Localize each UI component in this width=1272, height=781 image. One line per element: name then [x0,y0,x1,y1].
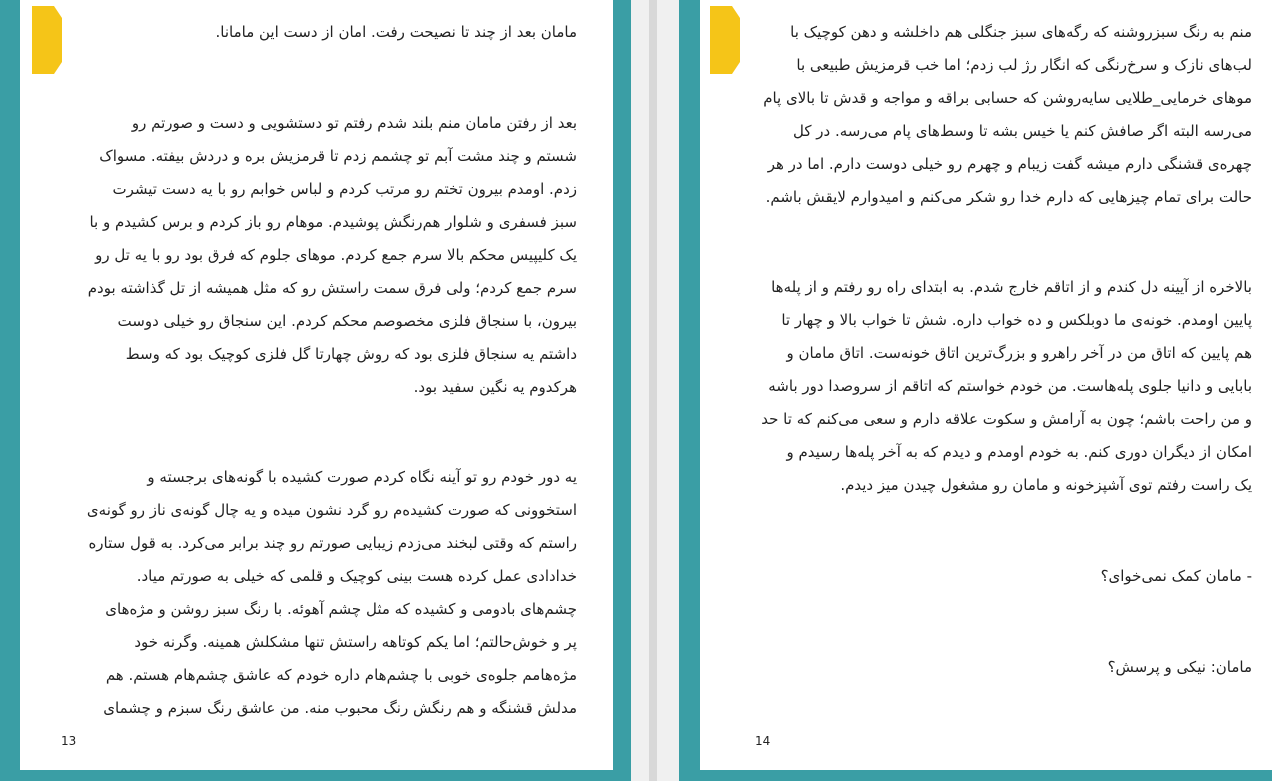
page-14-frame [679,0,1272,781]
page-13-paper [20,0,613,770]
bookmark-icon [710,6,740,74]
page-13-paragraph-3: یه دور خودم رو تو آینه نگاه کردم صورت کشیده با گونه‌های برجسته و استخوونی که صورت کشیده‌م رو گرد نشون میده و یه چال گونه‌ی ناز رو گونه‌ی راستم که وقتی لبخند می‌زدم زیبایی صورتم رو چند برابر می‌کرد. به قول ستاره خدادادی عمل کرده هست بینی کوچیک و قلمی که خیلی به صورتم میاد. چشم‌های بادومی و کشیده که مثل چشم آهوئه. با رنگ سبز روشن و مژه‌های پر و خوش‌حالتم؛ اما یکم کوتاهه راستش تنها مشکلش همینه. وگرنه خود مژه‌هامم جلوه‌ی خوبی با چشم‌هام داره خودم که عاشق چشم‌هام هستم. هم مدلش قشنگه و هم رنگش رنگ محبوب منه. من عاشق رنگ سبزم و چشمای [86,468,577,717]
bookmark-icon [32,6,62,74]
page-13-paragraph-2: بعد از رفتن مامان منم بلند شدم رفتم تو دستشویی و دست و صورتم رو شستم و چند مشت آبم تو چشمم زدم تا قرمزیش بره و دردش بیفته. مسواک زدم. اومدم بیرون تختم رو مرتب کردم و لباس خوابم رو با یه دست تیشرت سبز فسفری و شلوار هم‌رنگش پوشیدم. موهام رو باز کردم و برس کشیدم و با یک کلیپیس محکم بالا سرم جمع کردم. موهای جلوم که فرق بود رو با یه تل رو سرم جمع کردم؛ ولی فرق سمت راستش رو که مثل همیشه از تل گذاشته بودم بیرون، با سنجاق فلزی مخصوصم محکم کردم. این سنجاق رو خیلی دوست داشتم یه سنجاق فلزی بود که روش چهارتا گل فلزی کوچیک بود که وسط هرکدوم یه نگین سفید بود. [87,114,577,396]
page-14-paragraph-2: بالاخره از آیینه دل کندم و از اتاقم خارج شدم. به ابتدای راه رو رفتم و از پله‌ها پایین اومدم. خونه‌ی ما دوبلکس و ده خواب داره. شش تا خواب بالا و چهار تا هم پایین که اتاق من در آخر راهرو و بزرگ‌ترین اتاق خونه‌ست. اتاق مامان و بابایی و دانیا جلوی پله‌هاست. من خودم خواستم که اتاقم از سروصدا دور باشه و من راحت باشم؛ چون به آرامش و سکوت علاقه دارم و سعی می‌کنم که تا حد امکان از دیگران دوری کنم. به خودم اومدم و دیدم که به آخر پله‌ها رسیدم و یک راست رفتم توی آشپزخونه و مامان رو مشغول چیدن میز دیدم. [761,278,1252,494]
page-14-paper [700,0,1272,770]
page-14-dialogue-1: - مامان کمک نمی‌خوای؟ [1100,567,1252,585]
page-14-paragraph-1: منم به رنگ سبزروشنه که رگه‌های سبز جنگلی هم داخلشه و دهن کوچیک با لب‌های نازک و سرخ‌رنگی که انگار رژ لب زدم؛ اما خب قرمزیش طبیعی با موهای خرمایی‌_طلایی سایه‌روشن که حسابی براقه و مواجه و قدش تا بالای پام می‌رسه البته اگر صافش کنم یا خیس بشه تا وسط‌های پام می‌رسه. در کل چهره‌ی قشنگی دارم میشه گفت زیبام و چهرم رو خیلی دوست دارم. اما در هر حالت برای تمام چیزهایی که دارم خدا رو شکر می‌کنم و امیدوارم لایقش باشم. [763,23,1252,206]
page-13-frame [0,0,631,781]
page-13-paragraph-1: مامان بعد از چند تا نصیحت رفت. امان از دست این مامانا. [215,23,577,41]
page-number: 13 [61,734,77,748]
gutter-divider [649,0,657,781]
page-number: 14 [755,734,771,748]
page-14-dialogue-2: مامان: نیکی و پرسش؟ [1107,658,1252,676]
